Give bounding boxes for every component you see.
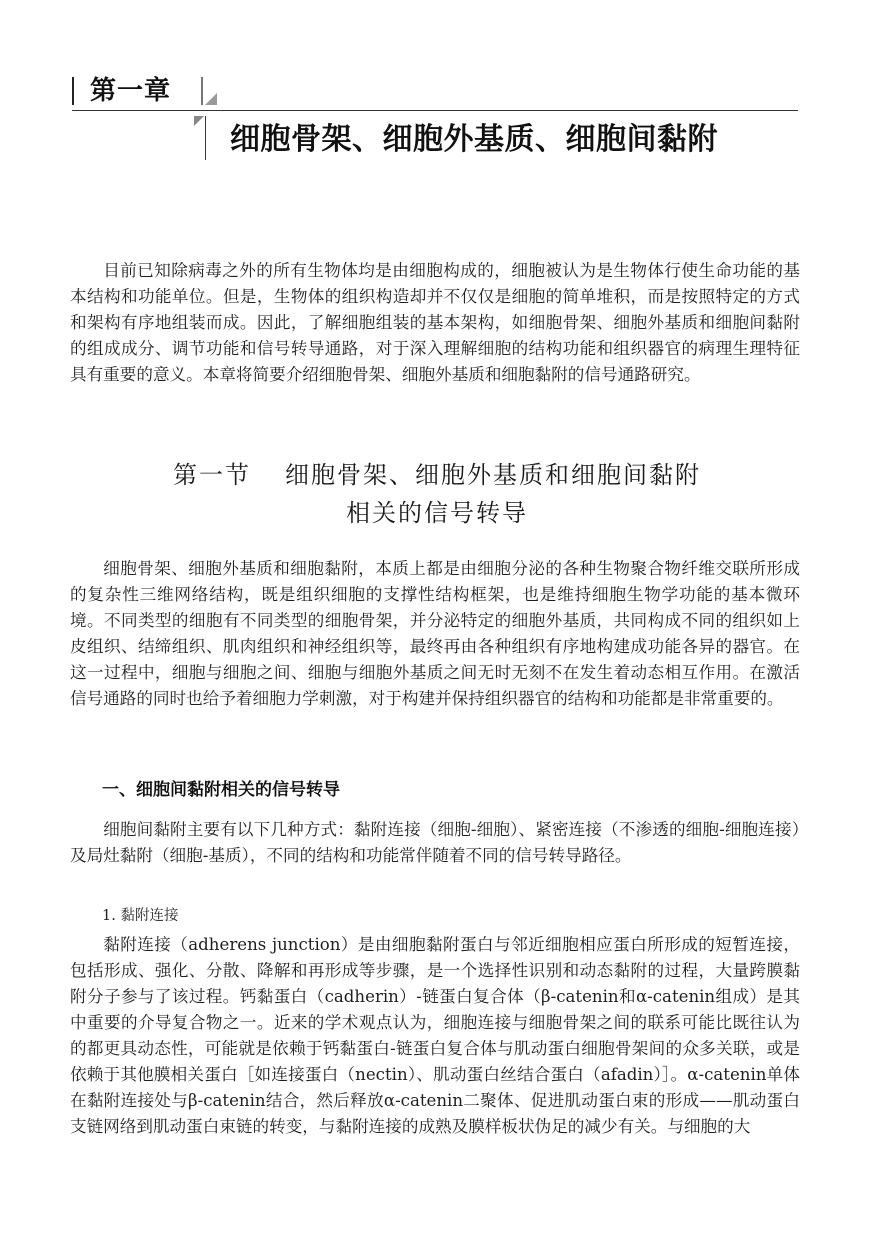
chapter-corner-triangle [205, 93, 217, 105]
item-paragraph: 黏附连接（adherens junction）是由细胞黏附蛋白与邻近细胞相应蛋白所形成的短暂连接，包括形成、强化、分散、降解和再形成等步骤，是一个选择性识别和动态黏附的过程，大量跨膜黏附分子参与了该过程。钙黏蛋白（cadherin）-链蛋白复合体（β-catenin和α-catenin组成）是其中重要的介导复合物之一。近来的学术观点认为，细胞连接与细胞骨架之间的联系可能比既往认为的都更具动态性，可能就是依赖于钙黏蛋白-链蛋白复合体与肌动蛋白细胞骨架间的众多关联，或是依赖于其他膜相关蛋白［如连接蛋白（nectin）、肌动蛋白丝结合蛋白（afadin）］。α-catenin单体在黏附连接处与β-catenin结合，然后释放α-catenin二聚体、促进肌动蛋白束的形成——肌动蛋白支链网络到肌动蛋白束链的转变，与黏附连接的成熟及膜样板状伪足的减少有关。与细胞的大 [70, 935, 800, 1136]
section-title-line1 [0, 456, 874, 494]
subsection-paragraph: 细胞间黏附主要有以下几种方式：黏附连接（细胞-细胞）、紧密连接（不渗透的细胞-细胞连接）及局灶黏附（细胞-基质），不同的结构和功能常伴随着不同的信号转导路径。 [70, 820, 800, 865]
intro-paragraph: 目前已知除病毒之外的所有生物体均是由细胞构成的，细胞被认为是生物体行使生命功能的基本结构和功能单位。但是，生物体的组织构造却并不仅仅是细胞的简单堆积，而是按照特定的方式和架构有序地组装而成。因此，了解细胞组装的基本架构，如细胞骨架、细胞外基质和细胞间黏附的组成成分、调节功能和信号转导通路，对于深入理解细胞的结构功能和组织器官的病理生理特征具有重要的意义。本章将简要介绍细胞骨架、细胞外基质和细胞黏附的信号通路研究。 [70, 261, 800, 384]
chapter-header-rule [72, 110, 798, 111]
section-paragraph: 细胞骨架、细胞外基质和细胞黏附，本质上都是由细胞分泌的各种生物聚合物纤维交联所形成的复杂性三维网络结构，既是组织细胞的支撑性结构框架，也是维持细胞生物学功能的基本微环境。不同类型的细胞有不同类型的细胞骨架，并分泌特定的细胞外基质，共同构成不同的组织如上皮组织、结缔组织、肌肉组织和神经组织等，最终再由各种组织有序地构建成功能各异的器官。在这一过程中，细胞与细胞之间、细胞与细胞外基质之间无时无刻不在发生着动态相互作用。在激活信号通路的同时也给予着细胞力学刺激，对于构建并保持组织器官的结构和功能都是非常重要的。 [70, 559, 800, 708]
section-number: 第一节 [173, 461, 251, 489]
chapter-label-right-bar [201, 77, 203, 105]
title-left-bar [205, 116, 206, 160]
title-corner-triangle [194, 116, 204, 126]
chapter-label: 第一章 [90, 76, 172, 106]
section-title-line2: 相关的信号转导 [346, 499, 528, 527]
subsection-heading: 一、细胞间黏附相关的信号转导 [102, 780, 340, 800]
item-heading: 1. 黏附连接 [102, 908, 179, 924]
section-title-text: 细胞骨架、细胞外基质和细胞间黏附 [285, 461, 701, 489]
chapter-title: 细胞骨架、细胞外基质、细胞间黏附 [230, 122, 718, 157]
chapter-label-left-bar [72, 77, 74, 105]
